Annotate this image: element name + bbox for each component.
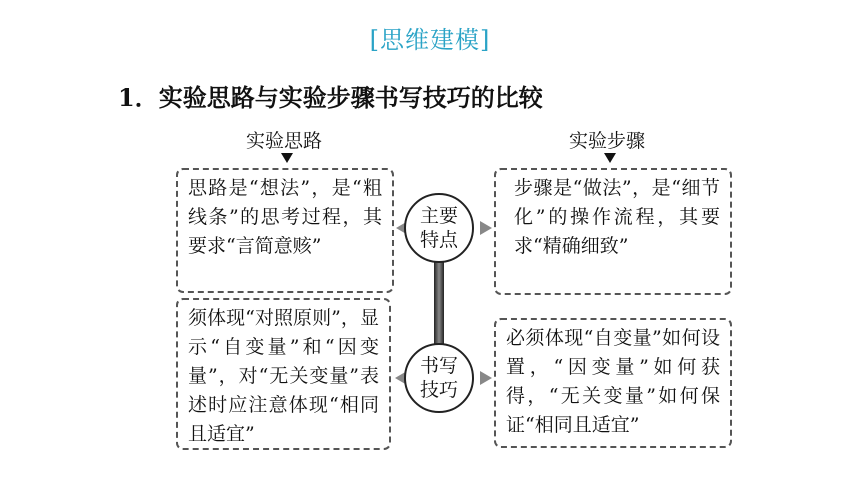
- left-column-label: 实验思路: [246, 130, 323, 152]
- steps-writing-box: 必须体现“自变量”如何设置，“因变量”如何获得，“无关变量”如何保证“相同且适宜”: [494, 318, 732, 448]
- writing-skills-line1: 书写: [419, 355, 458, 377]
- section-title: 1．实验思路与实验步骤书写技巧的比较: [118, 83, 543, 112]
- right-arrow-top-icon: [480, 221, 492, 235]
- section-header: [思维建模]: [369, 26, 491, 54]
- thought-writing-box: 须体现“对照原则”，显示“自变量”和“因变量”，对“无关变量”表述时应注意体现“相同且适宜”: [176, 298, 391, 450]
- writing-skills-line2: 技巧: [419, 379, 458, 401]
- main-features-line1: 主要: [419, 205, 458, 227]
- thought-features-box: 思路是“想法”，是“粗线条”的思考过程，其要求“言简意赅”: [176, 168, 394, 293]
- right-column-label: 实验步骤: [569, 130, 646, 152]
- main-features-node: [404, 193, 474, 263]
- right-arrow-bottom-icon: [480, 371, 492, 385]
- steps-features-box: 步骤是“做法”，是“细节化”的操作流程，其要求“精确细致”: [494, 168, 732, 295]
- writing-skills-node: [404, 343, 474, 413]
- main-features-line2: 特点: [419, 229, 458, 251]
